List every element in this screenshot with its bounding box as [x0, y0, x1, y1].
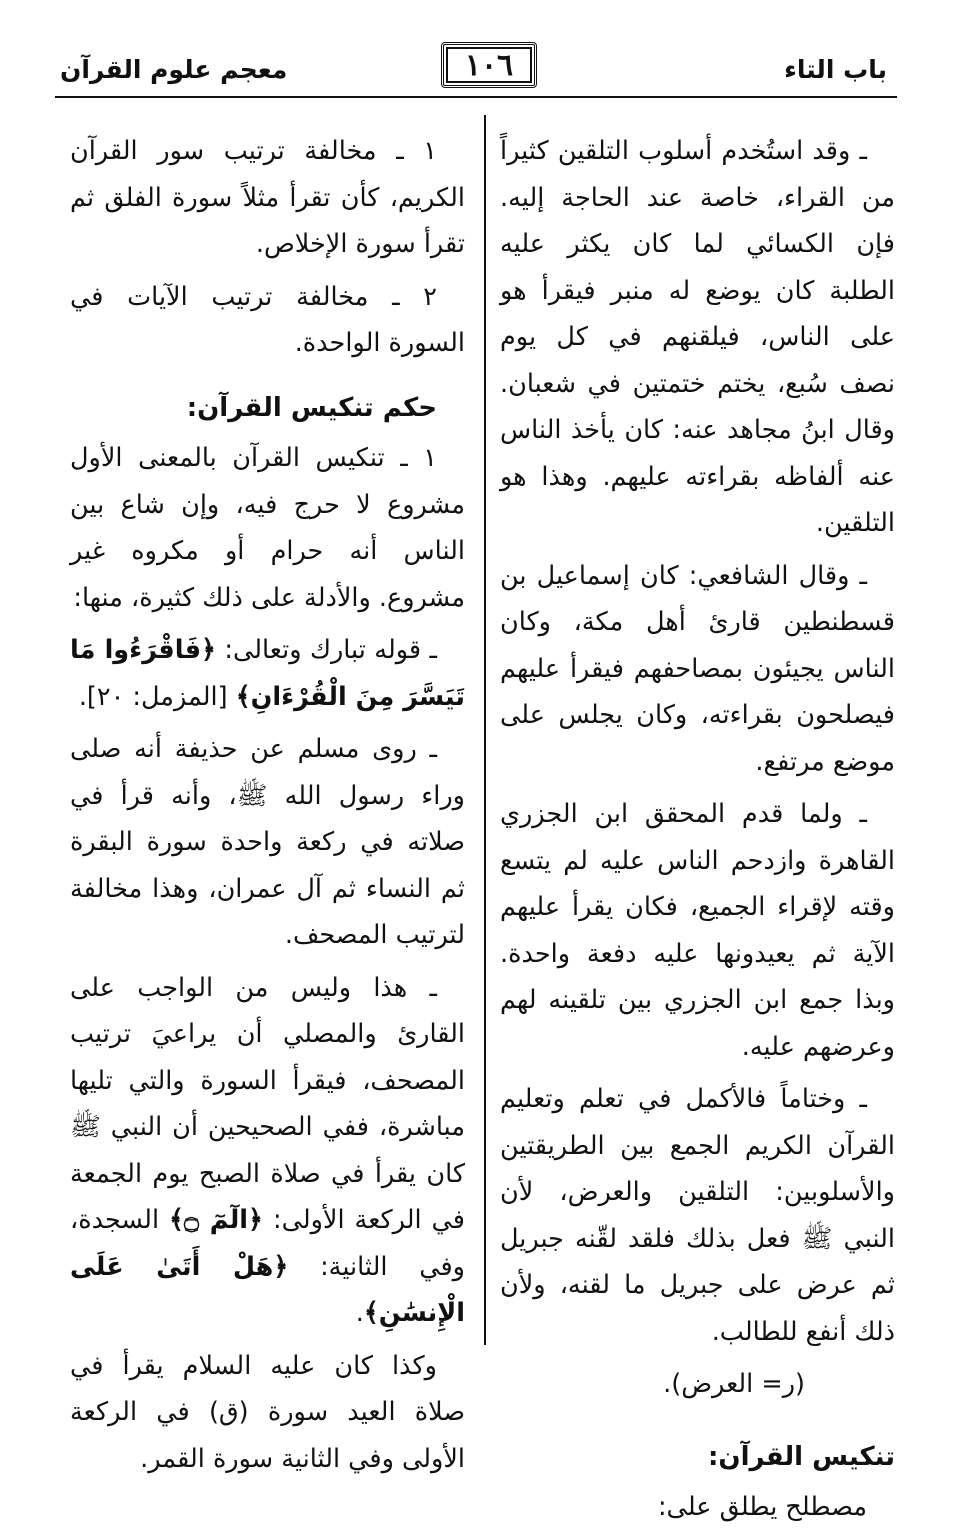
hadith-paragraph: ـ روى مسلم عن حذيفة أنه صلى وراء رسول الله ﷺ، وأنه قرأ في صلاته في ركعة واحدة سورة البقرة ثم النساء ثم آل عمران، وهذا مخالفة لترتيب المصحف.: [70, 734, 465, 950]
left-column: [70, 128, 465, 1488]
paragraph-conclusion: ـ وختاماً فالأكمل في تعلم وتعليم القرآن الكريم الجمع بين الطريقتين والأسلوبين: التلقين والعرض، لأن النبي ﷺ فعل بذلك فلقد لقّنه جبريل ثم عرض على جبريل ما لقنه، ولأن ذلك أنفع للطالب.: [500, 1084, 895, 1347]
cross-reference: (ر= العرض).: [663, 1369, 805, 1399]
quran-hal-ata: ﴿هَلْ أَتَىٰ عَلَى الْإِنسَٰنِ﴾: [70, 1251, 465, 1328]
page-number: ١٠٦: [441, 42, 537, 88]
sahihain-paragraph: [70, 965, 465, 1337]
right-column: [500, 128, 895, 1537]
quran-alif-lam-mim: ﴿الٓمٓ ۝﴾: [169, 1205, 263, 1235]
header-divider: [55, 96, 897, 98]
entry-heading: تنكيس القرآن:: [708, 1441, 895, 1472]
quran-evidence: [70, 627, 465, 720]
sahihain-end: .: [355, 1298, 364, 1328]
definition-item-2: ٢ ـ مخالفة ترتيب الآيات في السورة الواحدة.: [70, 281, 465, 358]
evidence-intro: ـ قوله تبارك وتعالى:: [215, 635, 437, 665]
quran-verse: ﴿فَاقْرَءُوا مَا تَيَسَّرَ مِنَ الْقُرْءَانِ﴾: [70, 635, 465, 712]
verse-citation: [المزمل: ٢٠].: [78, 681, 236, 712]
sahihain-text-2: السجدة، وفي الثانية:: [70, 1205, 465, 1282]
section-title: باب التاء: [784, 55, 887, 84]
sahihain-text: ـ هذا وليس من الواجب على القارئ والمصلي أن يراعيَ ترتيب المصحف، فيقرأ السورة والتي تليها مباشرة، ففي الصحيحين أن النبي ﷺ كان يقرأ في صلاة الصبح يوم الجمعة في الركعة الأولى:: [70, 972, 466, 1235]
paragraph-shafii: ـ وقال الشافعي: كان إسماعيل بن قسطنطين قارئ أهل مكة، وكان الناس يجيئون بمصاحفهم فيقرأ عليهم فيصلحون بقراءته، وكان يجلس على موضع مرتفع.: [500, 560, 895, 777]
book-title: معجم علوم القرآن: [60, 55, 288, 84]
definition-intro: مصطلح يطلق على:: [657, 1492, 867, 1522]
page-header: [0, 0, 957, 100]
definition-item-1: ١ ـ مخالفة ترتيب سور القرآن الكريم، كأن تقرأ مثلاً سورة الفلق ثم تقرأ سورة الإخلاص.: [70, 136, 465, 259]
paragraph-talqeen-kisai: ـ وقد استُخدم أسلوب التلقين كثيراً من القراء، خاصة عند الحاجة إليه. فإن الكسائي لما كان يكثر عليه الطلبة كان يوضع له منبر فيقرأ هو على الناس، فيلقنهم في كل يوم نصف سُبع، يختم ختمتين في شعبان. وقال ابنُ مجاهد عنه: كان يأخذ الناس عنه ألفاظه بقراءته عليهم. وهذا هو التلقين.: [500, 136, 895, 538]
column-divider: [484, 115, 486, 1345]
paragraph-ibn-jazari: ـ ولما قدم المحقق ابن الجزري القاهرة وازدحم الناس عليه لم يتسع وقته لإقراء الجميع، فكان يقرأ عليهم الآية ثم يعيدونها عليه دفعة واحدة. وبذا جمع ابن الجزري بين تلقينه لهم وعرضهم عليه.: [500, 799, 895, 1062]
ruling-heading: حكم تنكيس القرآن:: [186, 392, 437, 423]
eid-paragraph: وكذا كان عليه السلام يقرأ في صلاة العيد سورة (ق) في الركعة الأولى وفي الثانية سورة القمر.: [70, 1350, 465, 1474]
ruling-paragraph: ١ ـ تنكيس القرآن بالمعنى الأول مشروع لا حرج فيه، وإن شاع بين الناس أنه حرام أو مكروه غير مشروع. والأدلة على ذلك كثيرة، منها:: [70, 443, 465, 613]
